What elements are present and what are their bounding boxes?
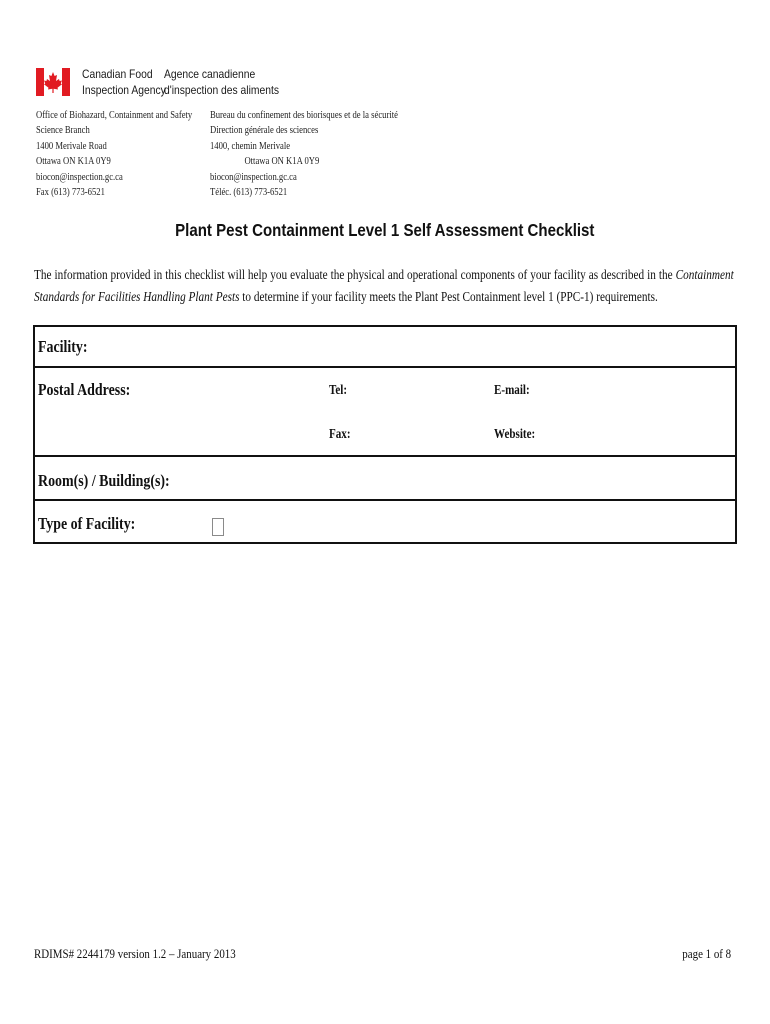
footer-page-number: page 1 of 8 xyxy=(682,946,731,961)
type-of-facility-checkbox[interactable] xyxy=(212,518,224,536)
agency-name-fr: Agence canadienne d'inspection des aliments xyxy=(164,67,279,97)
type-of-facility-label: Type of Facility: xyxy=(38,514,136,533)
footer-rdims: RDIMS# 2244179 version 1.2 – January 2013 xyxy=(34,946,236,961)
canada-flag-icon xyxy=(36,68,70,96)
agency-name-en: Canadian Food Inspection Agency xyxy=(82,67,166,97)
address-block-en: Office of Biohazard, Containment and Safety Science Branch 1400 Merivale Road Ottawa ON K1A 0Y9 biocon@inspection.gc.ca Fax (613) 773-6521 xyxy=(36,110,193,199)
postal-address-label: Postal Address: xyxy=(38,380,131,399)
email-label: E-mail: xyxy=(494,382,530,397)
fax-label: Fax: xyxy=(329,426,351,441)
document-title: Plant Pest Containment Level 1 Self Assessment Checklist xyxy=(175,220,595,240)
rooms-buildings-label: Room(s) / Building(s): xyxy=(38,471,170,490)
address-block-fr: Bureau du confinement des biorisques et de la sécurité Direction générale des sciences 1400, chemin Merivale Ottawa ON K1A 0Y9 biocon@inspection.gc.ca Téléc. (613) 773-6521 xyxy=(210,110,398,199)
facility-label: Facility: xyxy=(38,337,88,356)
facility-info-form xyxy=(33,325,737,544)
intro-paragraph: The information provided in this checklist will help you evaluate the physical and operational components of your facility as described in the Containment Standards for Facilities Handling Plant Pests to determine if your facility meets the Plant Pest Containment level 1 (PPC-1) requirements. xyxy=(34,267,734,304)
tel-label: Tel: xyxy=(329,382,348,397)
cfia-logo xyxy=(36,66,279,102)
website-label: Website: xyxy=(494,426,536,441)
